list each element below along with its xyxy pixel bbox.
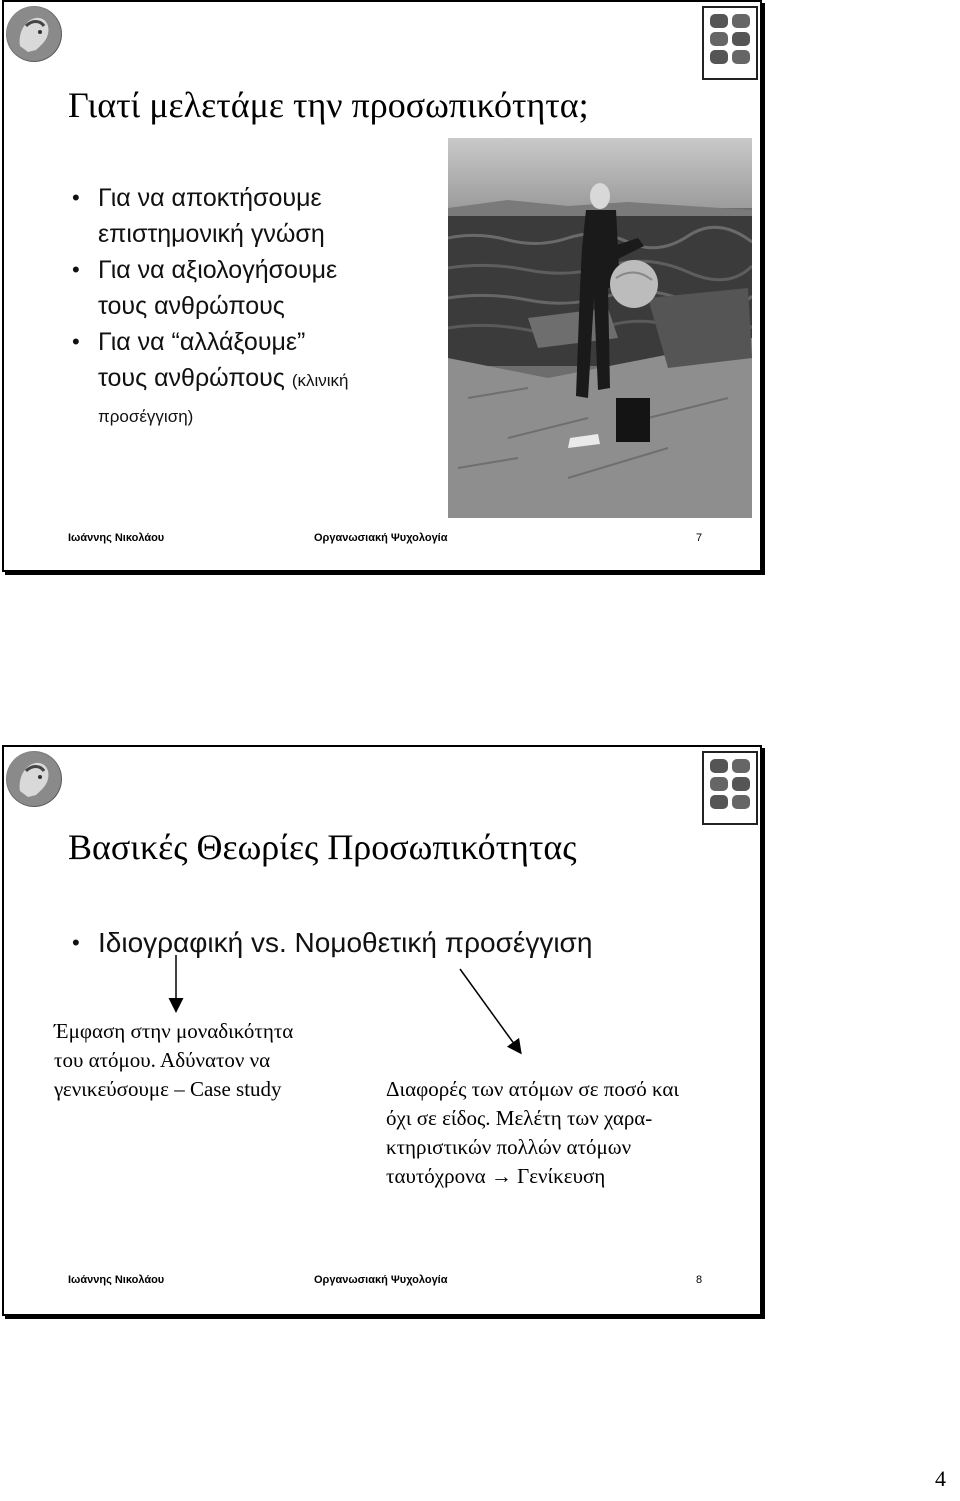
bullet-text-with-note [98, 360, 450, 399]
bullet-note: προσέγγιση) [98, 407, 194, 426]
nomothetic-note [386, 1075, 746, 1191]
bullet-text: Ιδιογραφική vs. Νομοθετική προσέγγιση [98, 927, 593, 958]
bullet-text: • Για να αποκτήσουμε [98, 184, 322, 212]
blocks-logo-icon [702, 6, 758, 80]
note-line: ταυτόχρονα → Γενίκευση [386, 1164, 606, 1188]
idiographic-note [54, 1017, 374, 1104]
bullet-list [70, 925, 770, 961]
footer-course: Οργανωσιακή Ψυχολογία [314, 1274, 448, 1286]
note-line: κτηριστικών πολλών ατόμων [386, 1135, 632, 1159]
bullet-item [70, 252, 450, 324]
bullet-item [70, 180, 450, 252]
note-line: του ατόμου. Αδύνατον να [54, 1048, 271, 1072]
coin-logo-icon [6, 751, 62, 807]
bullet-item [70, 324, 450, 435]
slide-8 [2, 745, 762, 1316]
sheet-page-number: 4 [935, 1466, 946, 1491]
bullet-text: τους ανθρώπους [98, 292, 285, 320]
note-line: Έμφαση στην μοναδικότητα [54, 1019, 294, 1043]
footer-page-number: 7 [696, 532, 703, 544]
blocks-logo-icon [702, 751, 758, 825]
photo-man-by-sea [448, 138, 752, 518]
bullet-list [70, 180, 450, 435]
footer-course: Οργανωσιακή Ψυχολογία [314, 532, 448, 544]
bullet-item [70, 925, 770, 961]
note-line: γενικεύσουμε – Case study [54, 1077, 282, 1101]
slide-title: Βασικές Θεωρίες Προσωπικότητας [68, 827, 577, 867]
bullet-text: • Για να “αλλάξουμε” [98, 328, 306, 356]
note-line: Διαφορές των ατόμων σε ποσό και [386, 1077, 680, 1101]
bullet-note: (κλινική [291, 371, 349, 390]
slide-title: Γιατί μελετάμε την προσωπικότητα; [68, 85, 589, 125]
slide-7 [2, 0, 762, 572]
arrow-down-right [460, 969, 520, 1052]
bullet-text: τους ανθρώπους [98, 364, 285, 392]
footer-author: Ιωάννης Νικολάου [68, 532, 165, 544]
coin-logo-icon [6, 6, 62, 62]
footer-author: Ιωάννης Νικολάου [68, 1274, 165, 1286]
footer-page-number: 8 [696, 1274, 703, 1286]
bullet-text: • Για να αξιολογήσουμε [98, 256, 338, 284]
bullet-text: επιστημονική γνώση [98, 220, 325, 248]
note-line: όχι σε είδος. Μελέτη των χαρα- [386, 1106, 653, 1130]
